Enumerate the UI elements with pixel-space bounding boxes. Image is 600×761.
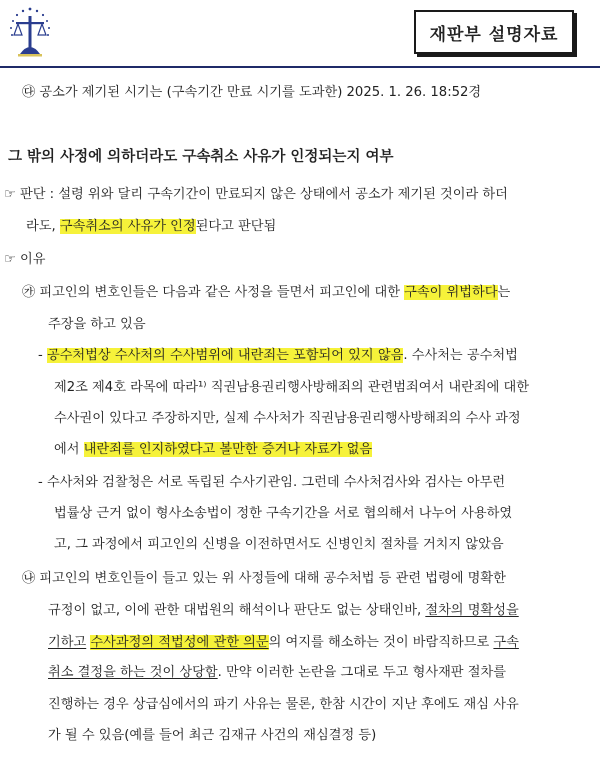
text-segment: 라도,: [26, 219, 60, 234]
text-line: [48, 602, 519, 620]
text-segment: 에서: [54, 442, 84, 457]
text-segment: . 만약 이러한 논란을 그대로 두고 형사재판 절차를: [217, 665, 506, 680]
text-line: [4, 186, 508, 204]
court-logo: [6, 4, 54, 62]
text-line: [48, 696, 519, 714]
document-type-badge: 재판부 설명자료: [414, 10, 574, 54]
text-line: [38, 474, 505, 492]
text-line: [48, 634, 519, 652]
text-line: [54, 505, 512, 523]
emphasized-text: 수사과정의 적법성에 관한 의문: [90, 635, 269, 650]
text-segment: ㉰ 공소가 제기된 시기는 (구속기간 만료 시기를 도과한) 2025. 1. 26. 18:52경: [22, 85, 482, 100]
text-line: [38, 347, 518, 365]
header-divider: [0, 66, 600, 68]
text-segment: ㉯ 피고인의 변호인들이 들고 있는 위 사정들에 대해 공수처법 등 관련 법령에 명확한: [22, 571, 506, 586]
text-segment: 된다고 판단됨: [195, 219, 277, 234]
text-segment: 고, 그 과정에서 피고인의 신병을 이전하면서도 신병인치 절차를 거치지 않았음: [54, 537, 504, 552]
highlighted-text: 구속취소의 사유가 인정: [59, 219, 196, 234]
text-segment: 진행하는 경우 상급심에서의 파기 사유는 물론, 한참 시간이 지난 후에도 재심 사유: [48, 697, 519, 712]
emphasized-text: 기하고: [48, 635, 87, 650]
text-segment: ㉮ 피고인의 변호인들은 다음과 같은 사정을 들면서 피고인에 대한: [22, 285, 405, 300]
text-segment: . 수사처는 공수처법: [403, 348, 518, 363]
text-line: [48, 727, 376, 745]
text-line: [26, 218, 276, 236]
text-segment: ☞ 판단 : 설령 위와 달리 구속기간이 만료되지 않은 상태에서 공소가 제기된 것이라 하더: [4, 187, 508, 202]
text-line: [54, 410, 521, 428]
emphasized-text: 구속: [493, 635, 519, 650]
highlighted-text: 내란죄를 인지하였다고 볼만한 증거나 자료가 없음: [83, 442, 373, 457]
highlighted-text: 공수처법상 수사처의 수사범위에 내란죄는 포함되어 있지 않음: [46, 348, 404, 363]
text-line: [22, 84, 481, 102]
text-segment: ☞ 이유: [4, 252, 46, 267]
text-segment: 규정이 없고, 이에 관한 대법원의 해석이나 판단도 없는 상태인바,: [48, 603, 426, 618]
text-segment: 그 밖의 사정에 의하더라도 구속취소 사유가 인정되는지 여부: [8, 149, 394, 165]
section-heading: [8, 148, 394, 166]
text-line: [54, 441, 372, 459]
emphasized-text: 절차의 명확성을: [425, 603, 519, 618]
text-segment: 가 될 수 있음(예를 들어 최근 김재규 사건의 재심결정 등): [48, 728, 377, 743]
text-line: [54, 536, 504, 554]
text-segment: 법률상 근거 없이 형사소송법이 정한 구속기간을 서로 협의해서 나누어 사용하였: [54, 506, 513, 521]
text-line: [22, 570, 506, 588]
text-segment: - 수사처와 검찰청은 서로 독립된 수사기관임. 그런데 수사처검사와 검사는 아무런: [38, 475, 506, 490]
text-line: [22, 284, 510, 302]
text-segment: 제2조 제4호 라목에 따라¹⁾ 직권남용권리행사방해죄의 관련범죄여서 내란죄에 대한: [54, 380, 530, 395]
text-line: [4, 251, 46, 269]
text-segment: 수사권이 있다고 주장하지만, 실제 수사처가 직권남용권리행사방해죄의 수사 과정: [54, 411, 521, 426]
highlighted-text: 구속이 위법하다: [404, 285, 498, 300]
text-line: [48, 316, 146, 334]
text-segment: -: [38, 348, 47, 363]
emphasized-text: 취소 결정을 하는 것이 상당함: [48, 665, 218, 680]
text-segment: 는: [497, 285, 511, 300]
text-segment: 주장을 하고 있음: [48, 317, 146, 332]
text-line: [48, 664, 506, 682]
text-segment: 의 여지를 해소하는 것이 바람직하므로: [268, 635, 494, 650]
text-line: [54, 379, 529, 397]
